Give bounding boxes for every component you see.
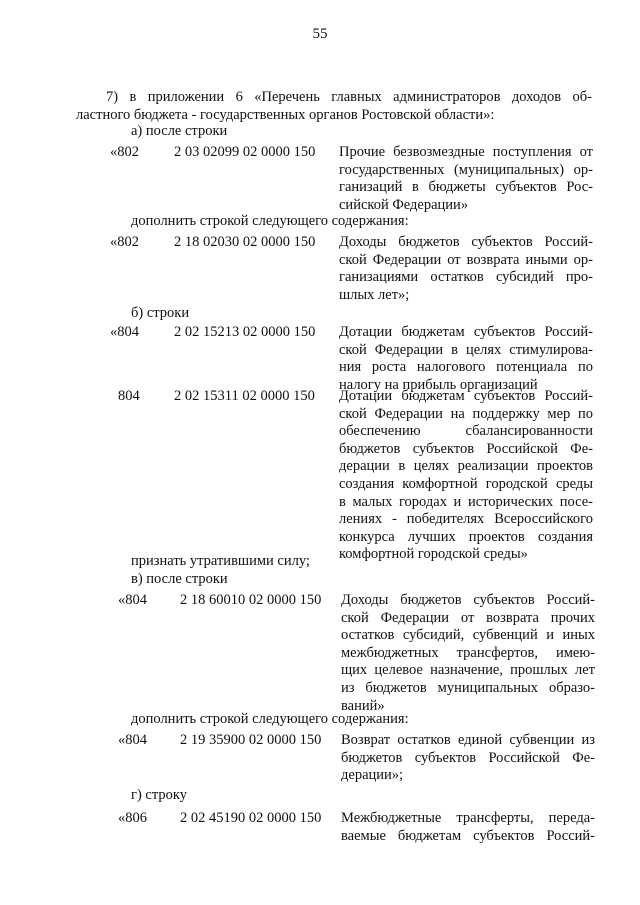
desc-line: из бюджетов муниципальных образо- [341,679,595,696]
desc-line: конкурса лучших проектов создания [339,528,593,545]
desc-line: дерации в целях реализации проектов [339,458,593,475]
label-invalid: признать утратившими силу; [131,553,310,569]
desc-line: щих целевое назначение, прошлых лет [341,662,595,679]
admin-code: «802 [110,144,139,160]
desc-line: Дотации бюджетам субъектов Россий- [339,388,593,404]
desc-line: дерации»; [341,767,404,784]
desc-line: создания комфортной городской среды [339,475,593,492]
desc-line: лениях - победителях Всероссийского [339,511,593,528]
revenue-description [341,592,595,715]
label-g: г) строку [131,787,187,803]
admin-code: «804 [118,592,147,608]
revenue-code: 2 02 45190 02 0000 150 [180,810,322,826]
admin-code: 804 [118,388,140,404]
admin-code: «804 [118,732,147,748]
revenue-description [339,144,593,214]
revenue-code: 2 18 60010 02 0000 150 [180,592,322,608]
desc-line: бюджетов субъектов Российской Фе- [339,440,593,457]
label-add-2: дополнить строкой следующего содержания: [131,711,409,727]
page-number: 55 [312,26,328,42]
desc-line: ской Федерации в целях стимулирова- [339,341,593,358]
desc-line: ской Федерации от возврата прочих [341,609,595,626]
desc-line: государственных (муниципальных) ор- [339,161,593,178]
revenue-description [339,234,593,304]
desc-line: Доходы бюджетов субъектов Россий- [339,234,593,250]
intro-paragraph [106,88,592,106]
admin-code: «806 [118,810,147,826]
revenue-description [339,324,593,394]
intro-line-2: ластного бюджета - государственных органов Ростовской области»: [76,107,495,123]
desc-line: Доходы бюджетов субъектов Россий- [341,592,595,608]
revenue-description [339,388,593,564]
desc-line: ганизациями остатков субсидий про- [339,269,593,286]
revenue-description [341,732,595,785]
revenue-code: 2 19 35900 02 0000 150 [180,732,322,748]
desc-line: шлых лет»; [339,286,410,303]
desc-line: бюджетов субъектов Российской Фе- [341,749,595,766]
intro-line-1: 7) в приложении 6 «Перечень главных администраторов доходов об- [106,89,592,105]
desc-line: сийской Федерации» [339,196,469,213]
revenue-code: 2 02 15213 02 0000 150 [174,324,316,340]
desc-line: Дотации бюджетам субъектов Россий- [339,324,593,340]
desc-line: ганизаций в бюджеты субъектов Рос- [339,179,593,196]
desc-line: ской Федерации от возврата иными ор- [339,251,593,268]
desc-line: ваемые бюджетам субъектов Россий- [341,827,595,844]
desc-line: комфортной городской среды» [339,546,528,563]
revenue-code: 2 18 02030 02 0000 150 [174,234,316,250]
revenue-code: 2 02 15311 02 0000 150 [174,388,315,404]
label-a: а) после строки [131,123,228,139]
desc-line: Прочие безвозмездные поступления от [339,144,593,160]
desc-line: в малых городах и исторических посе- [339,493,593,510]
desc-line: ния роста налогового потенциала по [339,359,593,376]
desc-line: межбюджетных трансфертов, имею- [341,644,595,661]
label-b: б) строки [131,305,190,321]
desc-line: остатков субсидий, субвенций и иных [341,627,595,644]
admin-code: «802 [110,234,139,250]
desc-line: Межбюджетные трансферты, переда- [341,810,595,826]
desc-line: обеспечению сбалансированности [339,423,593,440]
admin-code: «804 [110,324,139,340]
revenue-code: 2 03 02099 02 0000 150 [174,144,316,160]
desc-line: Возврат остатков единой субвенции из [341,732,595,748]
desc-line: ваний» [341,697,385,714]
revenue-description [341,810,595,845]
label-v: в) после строки [131,571,228,587]
desc-line: ской Федерации на поддержку мер по [339,405,593,422]
label-add-1: дополнить строкой следующего содержания: [131,213,409,229]
desc-line: налогу на прибыль организаций [339,376,538,393]
